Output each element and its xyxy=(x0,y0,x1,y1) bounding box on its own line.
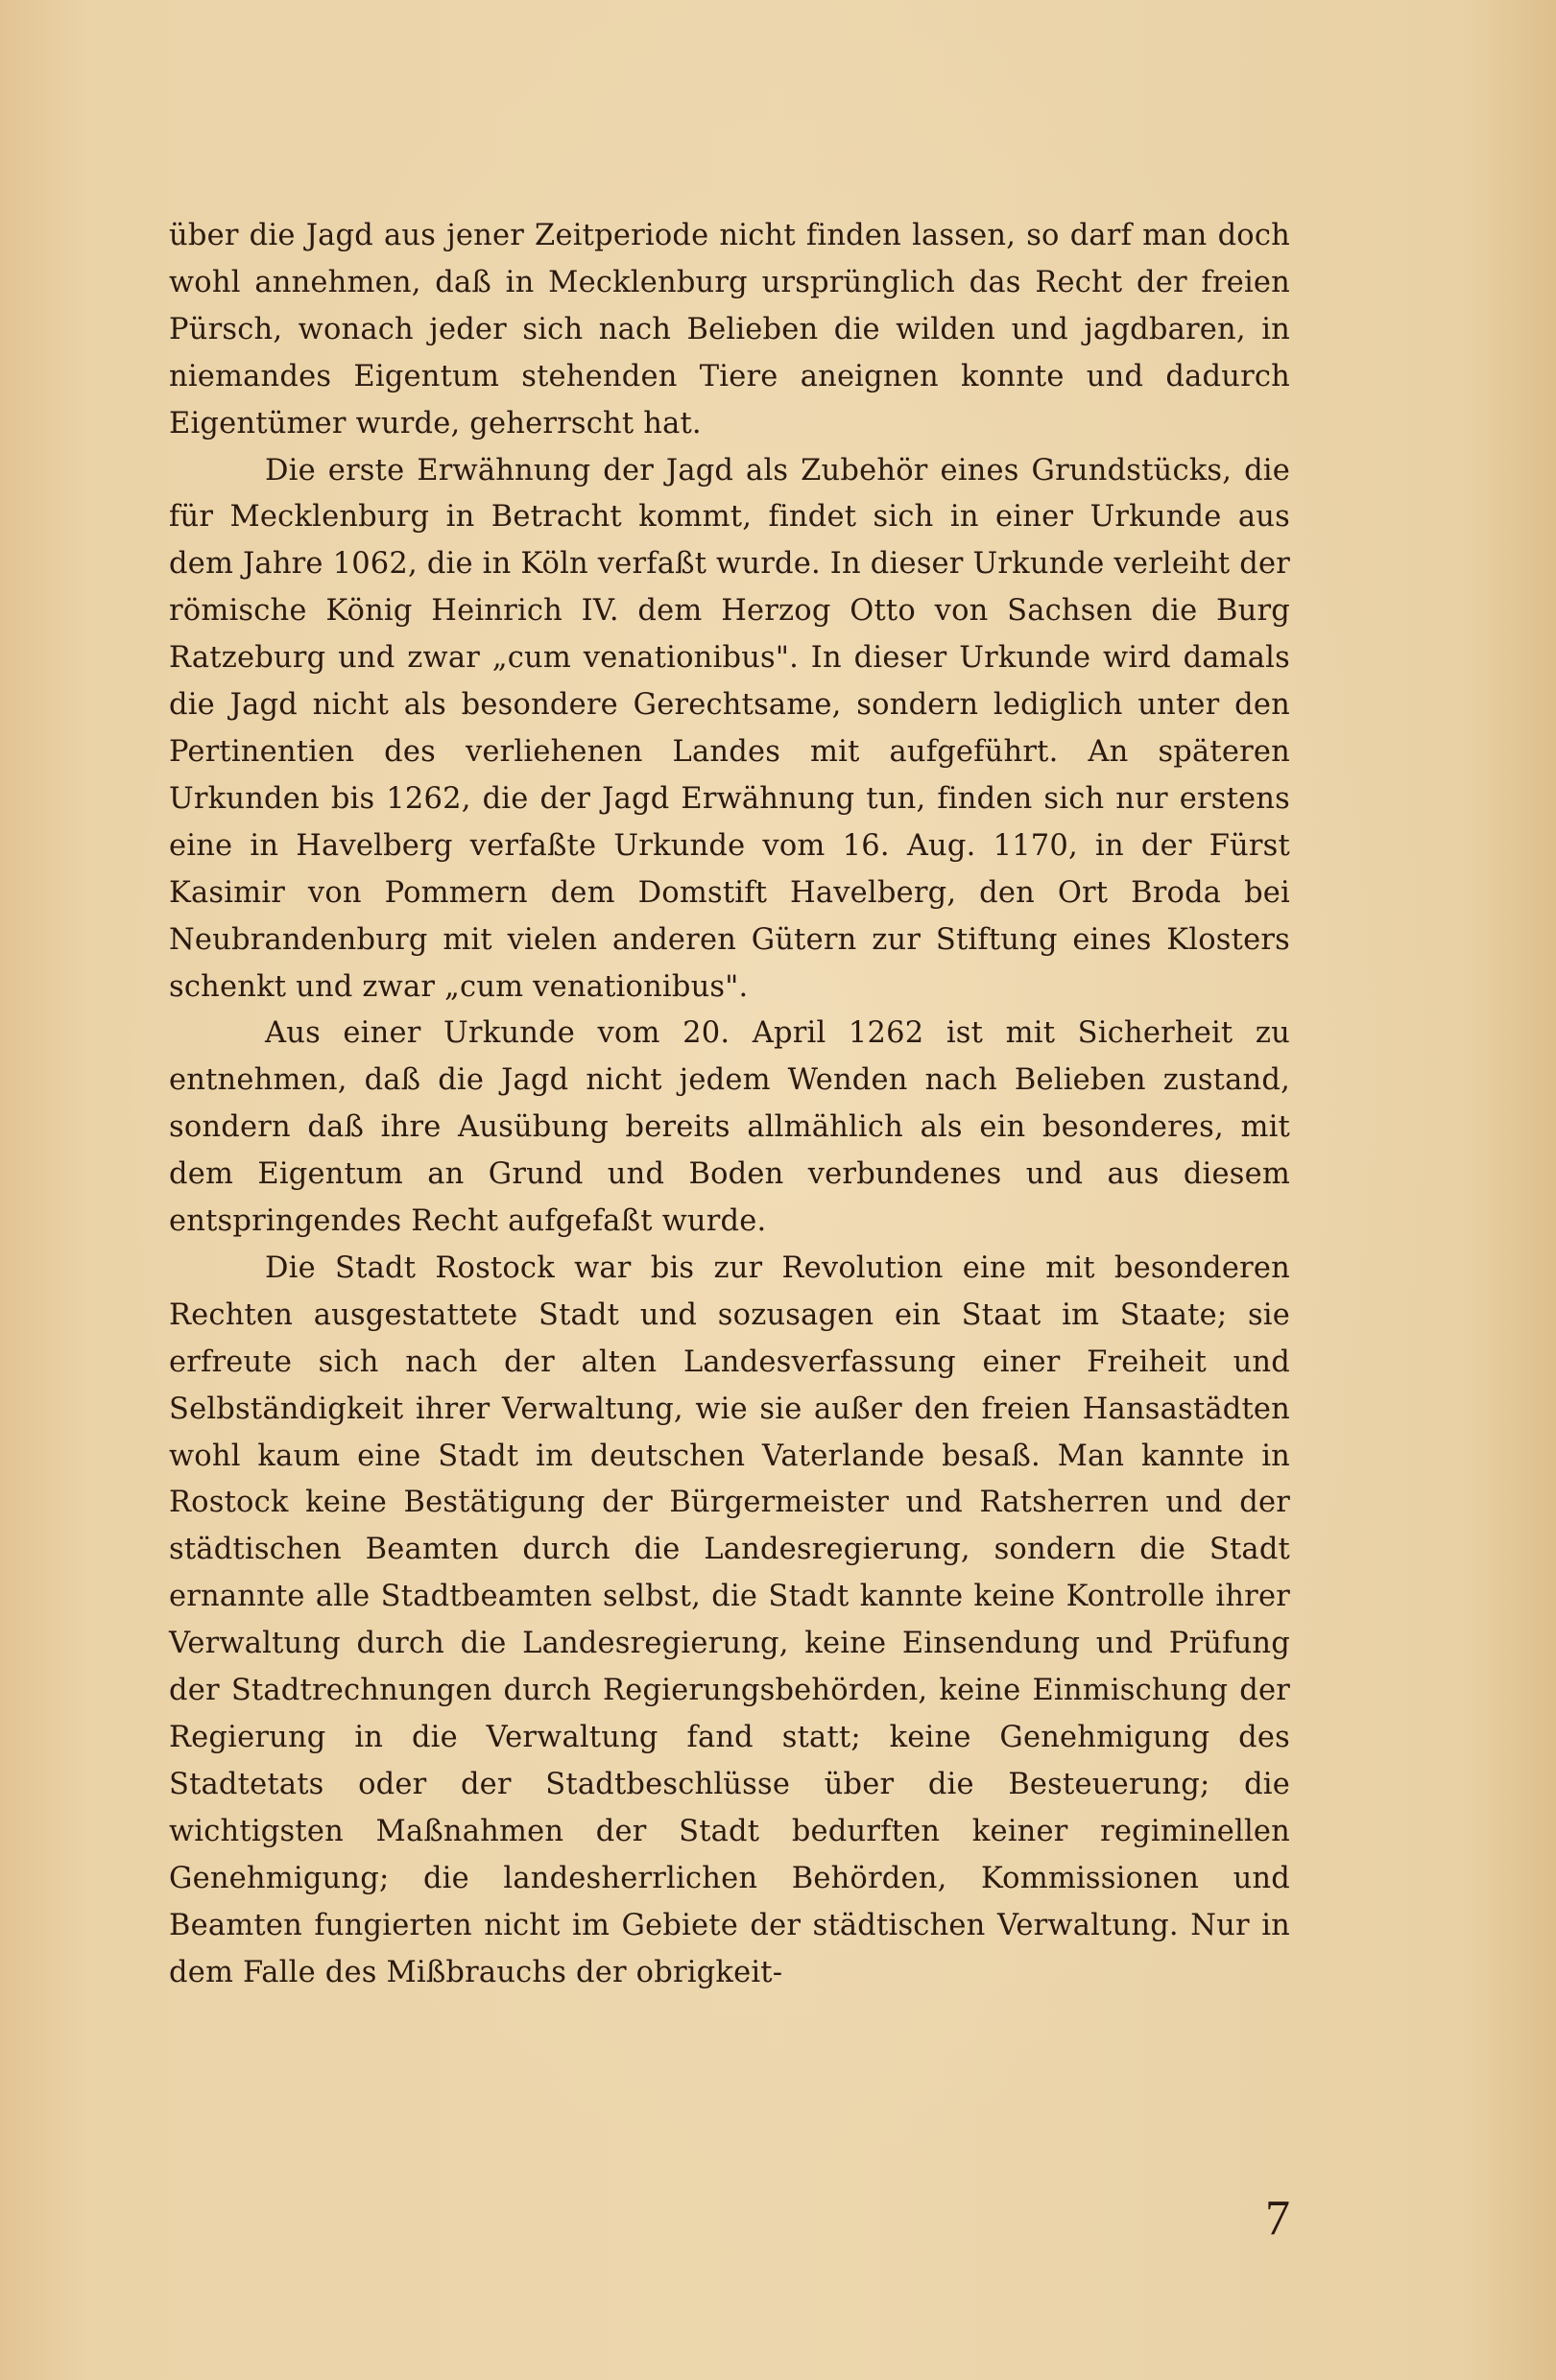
page-number: 7 xyxy=(1265,2191,1290,2246)
paragraph-2: Die erste Erwähnung der Jagd als Zubehör eines Grundstücks, die für Mecklenburg in Betracht kommt, findet sich in einer Urkunde aus dem Jahre 1062, die in Köln verfaßt wurde. In dieser Urkunde verleiht der römische König Heinrich IV. dem Herzog Otto von Sachsen die Burg Ratzeburg und zwar „cum venationibus". In dieser Urkunde wird damals die Jagd nicht als besondere Gerechtsame, sondern lediglich unter den Pertinentien des verliehenen Landes mit aufgeführt. An späteren Urkunden bis 1262, die der Jagd Erwähnung tun, finden sich nur erstens eine in Havelberg verfaßte Urkunde vom 16. Aug. 1170, in der Fürst Kasimir von Pommern dem Domstift Havelberg, den Ort Broda bei Neubrandenburg mit vielen anderen Gütern zur Stiftung eines Klosters schenkt und zwar „cum venationibus". xyxy=(169,453,1290,1004)
paragraph-4: Die Stadt Rostock war bis zur Revolution eine mit besonderen Rechten ausgestattete Stadt und sozusagen ein Staat im Staate; sie erfreute sich nach der alten Landesverfassung einer Freiheit und Selbständigkeit ihrer Verwaltung, wie sie außer den freien Hansastädten wohl kaum eine Stadt im deutschen Vaterlande besaß. Man kannte in Rostock keine Bestätigung der Bürgermeister und Ratsherren und der städtischen Beamten durch die Landesregierung, sondern die Stadt ernannte alle Stadtbeamten selbst, die Stadt kannte keine Kontrolle ihrer Verwaltung durch die Landesregierung, keine Einsendung und Prüfung der Stadtrechnungen durch Regierungsbehörden, keine Einmischung der Regierung in die Verwaltung fand statt; keine Genehmigung des Stadtetats oder der Stadtbeschlüsse über die Besteuerung; die wichtigsten Maßnahmen der Stadt bedurften keiner regiminellen Genehmigung; die landesherrlichen Behörden, Kommissionen und Beamten fungierten nicht im Gebiete der städtischen Verwaltung. Nur in dem Falle des Mißbrauchs der obrigkeit- xyxy=(169,1250,1290,1989)
paragraph-3: Aus einer Urkunde vom 20. April 1262 ist mit Sicherheit zu entnehmen, daß die Jagd nicht jedem Wenden nach Belieben zustand, sondern daß ihre Ausübung bereits allmählich als ein besonderes, mit dem Eigentum an Grund und Boden verbundenes und aus diesem entspringendes Recht aufgefaßt wurde. xyxy=(169,1016,1290,1239)
page-body-text xyxy=(169,213,1290,1996)
paragraph-1: über die Jagd aus jener Zeitperiode nicht finden lassen, so darf man doch wohl annehmen, daß in Mecklenburg ursprünglich das Recht der freien Pürsch, wonach jeder sich nach Belieben die wilden und jagdbaren, in niemandes Eigentum stehenden Tiere aneignen konnte und dadurch Eigentümer wurde, geherrscht hat. xyxy=(169,219,1290,440)
